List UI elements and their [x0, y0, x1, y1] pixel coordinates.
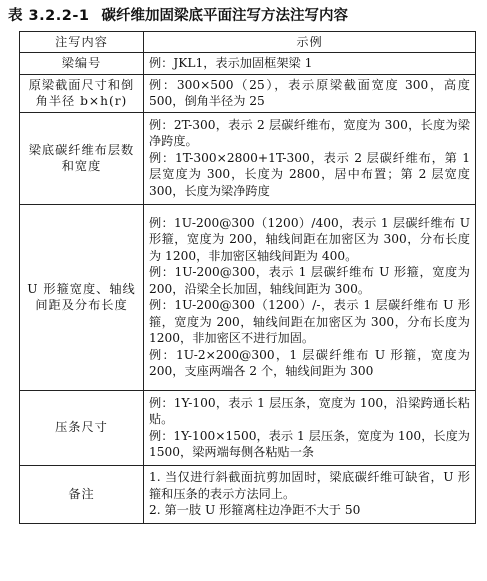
example-text: 例：300×500（25），表示原梁截面宽度 300，高度 500，倒角半径为 25	[149, 77, 470, 108]
row-content	[144, 112, 476, 204]
example-text: 例：1U-2×200@300，1 层碳纤维布 U 形箍，宽度为 200，支座两端各 2 个，轴线间距为 300	[149, 347, 470, 378]
row-label: U 形箍宽度、轴线间距及分布长度	[20, 204, 144, 390]
header-annotation-content: 注写内容	[20, 32, 144, 53]
row-content	[144, 53, 476, 75]
row-label: 备注	[20, 465, 144, 523]
row-u-hoop	[20, 204, 476, 390]
row-label: 梁编号	[20, 53, 144, 75]
example-text: 例：1U-200@300，表示 1 层碳纤维布 U 形箍，宽度为 200，沿梁全长加固，轴线间距为 300。	[149, 265, 470, 296]
example-text: 例：1U-200@300（1200）/400，表示 1 层碳纤维布 U 形箍，宽度为 200，轴线间距在加密区为 300，分布长度为 1200，非加密区轴线间距为 400。	[149, 215, 470, 263]
row-content	[144, 390, 476, 465]
table-header-row	[20, 32, 476, 53]
row-content	[144, 465, 476, 523]
example-text: 例：JKL1，表示加固框架梁 1	[149, 56, 313, 70]
row-cfrp-layers	[20, 112, 476, 204]
example-text: 例：1T-300×2800+1T-300，表示 2 层碳纤维布，第 1 层宽度为 300，长度为 2800，居中布置；第 2 层宽度 300，长度为梁净跨度	[149, 150, 470, 198]
row-label: 梁底碳纤维布层数和宽度	[20, 112, 144, 204]
table-number: 表 3.2.2-1	[8, 8, 90, 24]
example-text: 例：1Y-100，表示 1 层压条，宽度为 100，沿梁跨通长粘贴。	[149, 395, 470, 426]
header-example: 示例	[144, 32, 476, 53]
example-text: 例：1U-200@300（1200）/-，表示 1 层碳纤维布 U 形箍，宽度为 200，轴线间距在加密区为 300，分布长度为 1200，非加密区不进行加固。	[149, 298, 470, 345]
annotation-table	[19, 31, 476, 524]
row-label: 压条尺寸	[20, 390, 144, 465]
example-text: 例：2T-300，表示 2 层碳纤维布，宽度为 300，长度为梁净跨度。	[149, 117, 470, 149]
remark-text: 2. 第一肢 U 形箍离柱边净距不大于 50	[149, 503, 361, 518]
row-remarks	[20, 465, 476, 523]
table-caption	[8, 3, 478, 29]
row-label: 原梁截面尺寸和倒角半径 b×h(r)	[20, 74, 144, 112]
remark-text: 1. 当仅进行斜截面抗剪加固时，梁底碳纤维可缺省，U 形箍和压条的表示方法同上。	[149, 470, 470, 501]
row-content	[144, 204, 476, 390]
row-content	[144, 74, 476, 112]
table-title: 碳纤维加固梁底平面注写方法注写内容	[101, 8, 348, 24]
row-pressing-strip	[20, 390, 476, 465]
example-text: 例：1Y-100×1500，表示 1 层压条，宽度为 100，长度为 1500，梁两端每侧各粘贴一条	[149, 428, 470, 459]
row-beam-number	[20, 53, 476, 75]
row-section-size	[20, 74, 476, 112]
